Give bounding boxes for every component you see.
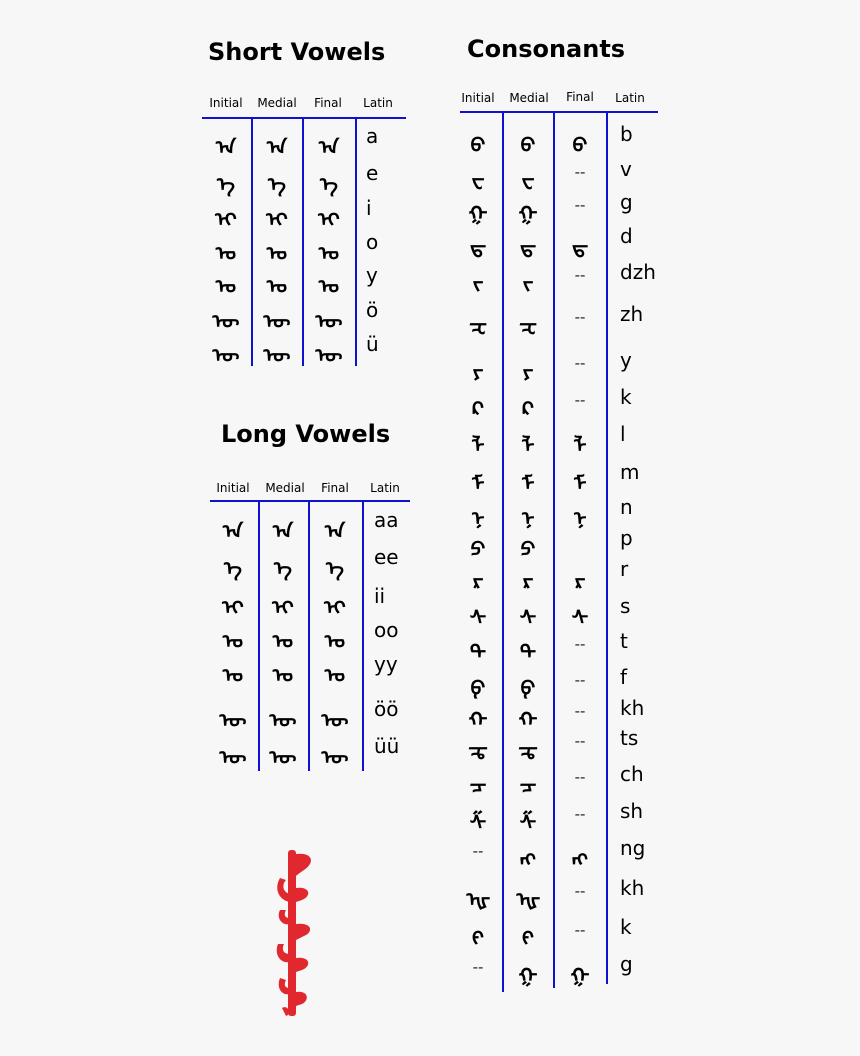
short-vowels-medial-cell: ᠦ bbox=[263, 345, 291, 367]
consonants-initial-cell: ᠻ bbox=[471, 928, 485, 950]
consonants-medial-cell: ᠯ bbox=[521, 435, 535, 457]
short-vowels-medial-cell: ᠤ bbox=[266, 276, 288, 298]
consonants-medial-cell: ᠱ bbox=[519, 812, 537, 834]
consonants-latin-cell: kh bbox=[620, 696, 645, 720]
consonants-latin-cell: b bbox=[620, 122, 633, 146]
consonants-final-cell: ᠰ bbox=[571, 607, 589, 629]
short-vowels-latin-cell: a bbox=[366, 124, 379, 148]
short-vowels-medial-cell: ᠢ bbox=[266, 209, 288, 231]
consonants-initial-cell: ᠸ bbox=[471, 170, 485, 192]
long-vowels-final-cell: ᠦ bbox=[321, 747, 349, 769]
short-vowels-initial-cell: ᠡ bbox=[216, 174, 236, 196]
consonants-medial-cell: ᠼ bbox=[518, 739, 538, 761]
consonants-initial-cell: ᠵ bbox=[472, 273, 484, 295]
consonants-final-cell: ᠳ bbox=[571, 237, 589, 259]
consonants-latin-cell: g bbox=[620, 190, 633, 214]
header-latin: Latin bbox=[370, 481, 400, 495]
consonants-medial-cell: ᠮ bbox=[521, 473, 535, 495]
consonants-medial-cell: ᠫ bbox=[520, 539, 536, 561]
consonants-latin-cell: k bbox=[620, 915, 632, 939]
long-vowels-latin-cell: yy bbox=[374, 652, 398, 676]
header-initial: Initial bbox=[209, 96, 243, 110]
consonants-initial-cell: ᠭ bbox=[468, 203, 488, 225]
header-final: Final bbox=[314, 96, 342, 110]
consonants-medial-cell: ᠪ bbox=[520, 135, 536, 157]
consonants-medial-cell: ᠴ bbox=[519, 775, 537, 797]
short-vowels-latin-cell: ö bbox=[366, 298, 379, 322]
short-vowels-final-cell: ᠡ bbox=[319, 174, 339, 196]
long-vowels-final-cell: ᠣ bbox=[324, 631, 346, 653]
short-vowels-initial-cell: ᠥ bbox=[212, 311, 240, 333]
long-vowels-final-cell: ᠠ bbox=[324, 521, 346, 543]
consonants-initial-cell: -- bbox=[472, 842, 484, 860]
consonants-final-cell: -- bbox=[574, 921, 586, 939]
short-vowels-latin-cell: y bbox=[366, 263, 378, 287]
consonants-latin-cell: dzh bbox=[620, 260, 656, 284]
consonants-initial-cell: ᠽ bbox=[469, 315, 487, 337]
consonants-initial-cell: ᠶ bbox=[472, 361, 484, 383]
long-vowels-latin-cell: oo bbox=[374, 618, 399, 642]
consonants-final-cell: ᠯ bbox=[573, 435, 587, 457]
long-vowels-initial-cell: ᠦ bbox=[219, 747, 247, 769]
short-vowels-medial-cell: ᠥ bbox=[263, 311, 291, 333]
short-vowels-title: Short Vowels bbox=[208, 38, 386, 66]
long-vowels-initial-cell: ᠠ bbox=[222, 521, 244, 543]
long-vowels-latin-cell: öö bbox=[374, 697, 399, 721]
consonants-latin-cell: g bbox=[620, 952, 633, 976]
consonants-final-cell: -- bbox=[574, 266, 586, 284]
header-rule bbox=[202, 117, 406, 119]
long-vowels-medial-cell: ᠥ bbox=[269, 710, 297, 732]
long-vowels-latin-cell: ee bbox=[374, 545, 399, 569]
consonants-medial-cell: ᠲ bbox=[519, 642, 537, 664]
consonants-initial-cell: ᠮ bbox=[471, 473, 485, 495]
consonants-initial-cell: ᠫ bbox=[470, 539, 486, 561]
short-vowels-initial-cell: ᠢ bbox=[215, 209, 237, 231]
consonants-initial-cell: ᠪ bbox=[470, 135, 486, 157]
consonants-medial-cell: ᠭ bbox=[518, 965, 538, 987]
consonants-final-cell: -- bbox=[574, 391, 586, 409]
long-vowels-final-cell: ᠤ bbox=[324, 665, 346, 687]
short-vowels-final-cell: ᠠ bbox=[318, 137, 340, 159]
consonants-final-cell: ᠮ bbox=[573, 473, 587, 495]
consonants-latin-cell: k bbox=[620, 385, 632, 409]
consonants-latin-cell: f bbox=[620, 665, 628, 689]
consonants-medial-cell: ᠹ bbox=[520, 678, 536, 700]
consonants-medial-cell: ᠾ bbox=[515, 889, 541, 911]
consonants-latin-cell: l bbox=[620, 422, 626, 446]
long-vowels-title: Long Vowels bbox=[221, 420, 391, 448]
long-vowels-medial-cell: ᠢ bbox=[272, 597, 294, 619]
consonants-latin-cell: kh bbox=[620, 876, 645, 900]
consonants-final-cell: -- bbox=[574, 882, 586, 900]
short-vowels-final-cell: ᠤ bbox=[318, 276, 340, 298]
consonants-latin-cell: p bbox=[620, 526, 633, 550]
consonants-final-cell: -- bbox=[574, 635, 586, 653]
long-vowels-final-cell: ᠡ bbox=[325, 558, 345, 580]
consonants-initial-cell: -- bbox=[472, 958, 484, 976]
consonants-initial-cell: ᠹ bbox=[470, 678, 486, 700]
long-vowels-medial-cell: ᠠ bbox=[272, 521, 294, 543]
short-vowels-initial-cell: ᠣ bbox=[215, 243, 237, 265]
short-vowels-medial-cell: ᠡ bbox=[267, 174, 287, 196]
consonants-title: Consonants bbox=[467, 35, 626, 63]
consonants-final-cell: -- bbox=[574, 702, 586, 720]
header-rule bbox=[460, 111, 658, 113]
long-vowels-final-cell: ᠥ bbox=[321, 710, 349, 732]
consonants-latin-cell: ts bbox=[620, 726, 639, 750]
short-vowels-medial-cell: ᠣ bbox=[266, 243, 288, 265]
short-vowels-latin-cell: e bbox=[366, 161, 379, 185]
consonants-latin-cell: zh bbox=[620, 302, 644, 326]
long-vowels-medial-cell: ᠦ bbox=[269, 747, 297, 769]
consonants-initial-cell: ᠲ bbox=[469, 642, 487, 664]
consonants-initial-cell: ᠯ bbox=[471, 435, 485, 457]
short-vowels-medial-cell: ᠠ bbox=[266, 137, 288, 159]
short-vowels-initial-cell: ᠤ bbox=[215, 276, 237, 298]
consonants-medial-cell: ᠬ bbox=[518, 709, 538, 731]
short-vowels-final-cell: ᠦ bbox=[315, 345, 343, 367]
long-vowels-medial-cell: ᠤ bbox=[272, 665, 294, 687]
consonants-final-cell: -- bbox=[574, 163, 586, 181]
consonants-latin-cell: s bbox=[620, 594, 631, 618]
consonants-latin-cell: m bbox=[620, 460, 640, 484]
long-vowels-medial-cell: ᠡ bbox=[273, 558, 293, 580]
header-initial: Initial bbox=[216, 481, 250, 495]
consonants-medial-cell: ᠨ bbox=[521, 508, 535, 530]
consonants-medial-cell: ᠰ bbox=[519, 607, 537, 629]
consonants-medial-cell: ᠳ bbox=[519, 237, 537, 259]
header-initial: Initial bbox=[461, 91, 495, 105]
consonants-initial-cell: ᠷ bbox=[472, 570, 484, 592]
consonants-latin-cell: ng bbox=[620, 836, 646, 860]
consonants-medial-cell: ᠷ bbox=[522, 570, 534, 592]
consonants-latin-cell: r bbox=[620, 557, 629, 581]
long-vowels-initial-cell: ᠤ bbox=[222, 665, 244, 687]
consonants-initial-cell: ᠴ bbox=[469, 775, 487, 797]
consonants-final-cell: -- bbox=[574, 732, 586, 750]
consonants-medial-cell: ᠭ bbox=[518, 203, 538, 225]
consonants-initial-cell: ᠬ bbox=[468, 709, 488, 731]
header-medial: Medial bbox=[257, 96, 297, 110]
header-final: Final bbox=[566, 90, 594, 104]
consonants-initial-cell: ᠱ bbox=[469, 812, 487, 834]
consonants-latin-cell: y bbox=[620, 348, 632, 372]
consonants-latin-cell: t bbox=[620, 629, 628, 653]
consonants-medial-cell: ᠶ bbox=[522, 361, 534, 383]
short-vowels-latin-cell: o bbox=[366, 230, 379, 254]
consonants-medial-cell: ᠺ bbox=[521, 398, 535, 420]
long-vowels-initial-cell: ᠣ bbox=[222, 631, 244, 653]
consonants-initial-cell: ᠾ bbox=[465, 889, 491, 911]
consonants-final-cell: -- bbox=[574, 768, 586, 786]
header-final: Final bbox=[321, 481, 349, 495]
long-vowels-latin-cell: üü bbox=[374, 734, 400, 758]
consonants-medial-cell: ᠸ bbox=[521, 170, 535, 192]
consonants-initial-cell: ᠺ bbox=[471, 398, 485, 420]
header-latin: Latin bbox=[363, 96, 393, 110]
short-vowels-final-cell: ᠢ bbox=[318, 209, 340, 231]
consonants-final-cell: -- bbox=[574, 196, 586, 214]
consonants-initial-cell: ᠳ bbox=[469, 237, 487, 259]
consonants-latin-cell: n bbox=[620, 495, 633, 519]
consonants-initial-cell: ᠨ bbox=[471, 508, 485, 530]
long-vowels-latin-cell: aa bbox=[374, 508, 399, 532]
short-vowels-latin-cell: i bbox=[366, 196, 372, 220]
consonants-initial-cell: ᠰ bbox=[469, 607, 487, 629]
consonants-final-cell: ᠩ bbox=[571, 849, 589, 871]
consonants-medial-cell: ᠵ bbox=[522, 273, 534, 295]
consonants-final-cell: ᠪ bbox=[572, 135, 588, 157]
consonants-final-cell: ᠭ bbox=[570, 965, 590, 987]
short-vowels-initial-cell: ᠦ bbox=[212, 345, 240, 367]
short-vowels-initial-cell: ᠠ bbox=[215, 137, 237, 159]
short-vowels-final-cell: ᠣ bbox=[318, 243, 340, 265]
short-vowels-latin-cell: ü bbox=[366, 332, 379, 356]
consonants-final-cell: -- bbox=[574, 308, 586, 326]
consonants-final-cell: -- bbox=[574, 671, 586, 689]
long-vowels-final-cell: ᠢ bbox=[324, 597, 346, 619]
consonants-medial-cell: ᠽ bbox=[519, 315, 537, 337]
consonants-final-cell: -- bbox=[574, 354, 586, 372]
consonants-final-cell: ᠷ bbox=[574, 570, 586, 592]
header-medial: Medial bbox=[509, 91, 549, 105]
consonants-final-cell: -- bbox=[574, 805, 586, 823]
consonants-medial-cell: ᠻ bbox=[521, 928, 535, 950]
consonants-latin-cell: d bbox=[620, 224, 633, 248]
consonants-medial-cell: ᠩ bbox=[519, 849, 537, 871]
mongolian-script-red-logo bbox=[272, 848, 322, 1018]
long-vowels-medial-cell: ᠣ bbox=[272, 631, 294, 653]
long-vowels-latin-cell: ii bbox=[374, 584, 386, 608]
consonants-latin-cell: ch bbox=[620, 762, 644, 786]
consonants-final-cell: ᠨ bbox=[573, 508, 587, 530]
short-vowels-final-cell: ᠥ bbox=[315, 311, 343, 333]
header-medial: Medial bbox=[265, 481, 305, 495]
consonants-initial-cell: ᠼ bbox=[468, 739, 488, 761]
long-vowels-initial-cell: ᠡ bbox=[223, 558, 243, 580]
header-rule bbox=[210, 500, 410, 502]
long-vowels-initial-cell: ᠢ bbox=[222, 597, 244, 619]
long-vowels-initial-cell: ᠥ bbox=[219, 710, 247, 732]
header-latin: Latin bbox=[615, 91, 645, 105]
consonants-latin-cell: v bbox=[620, 157, 632, 181]
consonants-latin-cell: sh bbox=[620, 799, 644, 823]
